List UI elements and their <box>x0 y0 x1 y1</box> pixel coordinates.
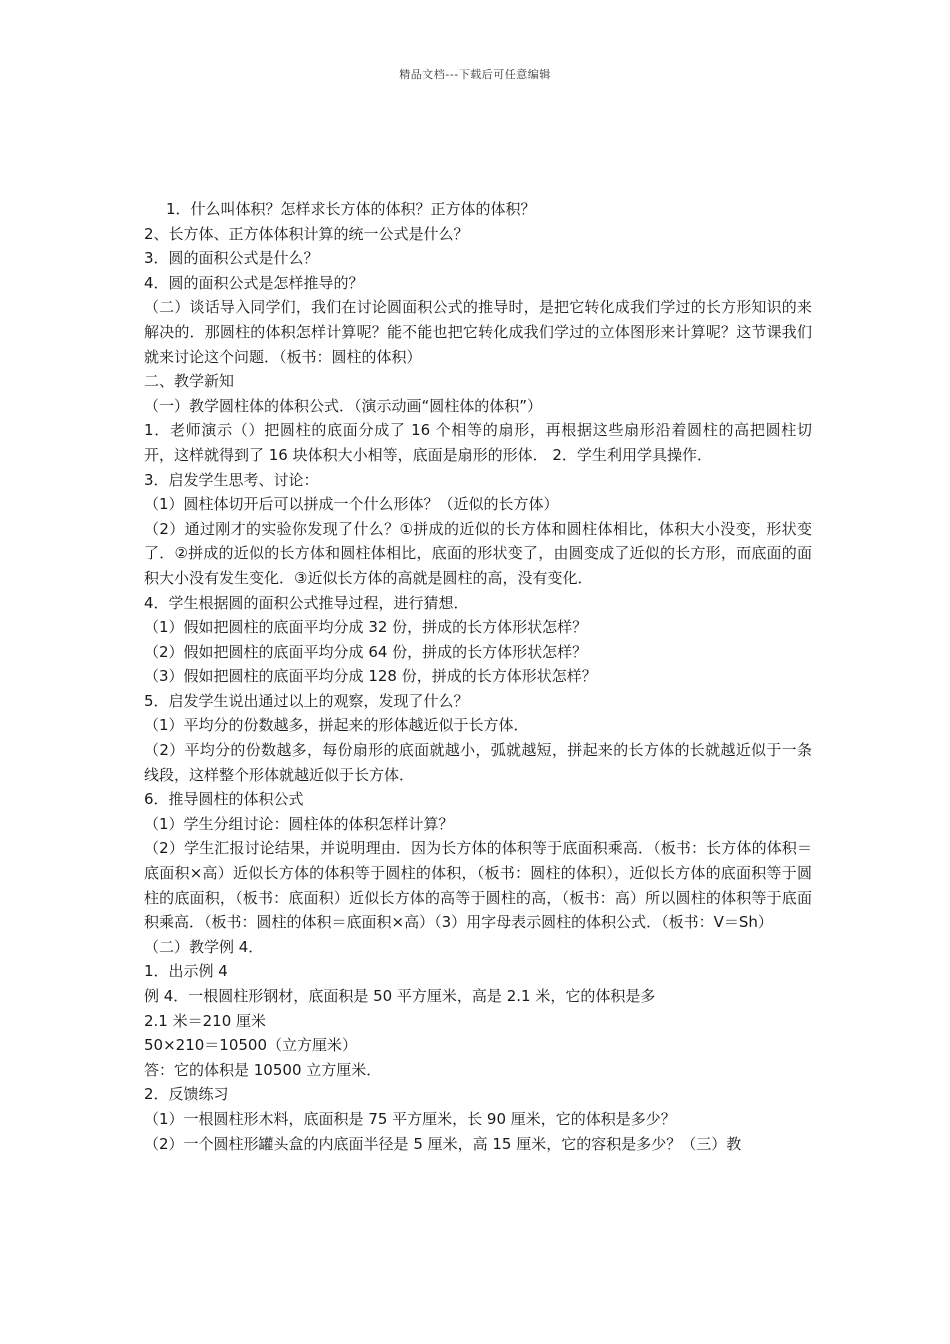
paragraph: （2）假如把圆柱的底面平均分成 64 份，拼成的长方体形状怎样？ <box>144 642 588 661</box>
paragraph: （1）圆柱体切开后可以拼成一个什么形体？（近似的长方体） <box>144 495 559 514</box>
paragraph: （3）假如把圆柱的底面平均分成 128 份，拼成的长方体形状怎样？ <box>144 667 597 686</box>
paragraph: （二）教学例 4． <box>144 937 264 956</box>
paragraph: （一）教学圆柱体的体积公式．（演示动画“圆柱体的体积”） <box>144 396 543 415</box>
paragraph: 3．圆的面积公式是什么？ <box>144 249 319 268</box>
paragraph: （二）谈话导入同学们，我们在讨论圆面积公式的推导时，是把它转化成我们学过的长方形知识的来解决的．那圆柱的体积怎样计算呢？能不能也把它转化成我们学过的立体图形来计算呢？这节课我们就来讨论这个问题．（板书：圆柱的体积） <box>144 298 812 366</box>
paragraph: 2、长方体、正方体体积计算的统一公式是什么？ <box>144 224 469 243</box>
paragraph: （1）学生分组讨论：圆柱体的体积怎样计算？ <box>144 814 454 833</box>
paragraph: 1．老师演示（）把圆柱的底面分成了 16 个相等的扇形，再根据这些扇形沿着圆柱的高把圆柱切开，这样就得到了 16 块体积大小相等，底面是扇形的形体． 2．学生利用学具操作． <box>144 421 812 464</box>
paragraph: 6．推导圆柱的体积公式 <box>144 790 304 809</box>
paragraph: 50×210＝10500（立方厘米） <box>144 1036 358 1055</box>
paragraph: （2）平均分的份数越多，每份扇形的底面就越小，弧就越短，拼起来的长方体的长就越近似于一条线段，这样整个形体就越近似于长方体． <box>144 741 812 784</box>
paragraph: 4．圆的面积公式是怎样推导的？ <box>144 273 364 292</box>
paragraph: 5．启发学生说出通过以上的观察，发现了什么？ <box>144 691 469 710</box>
paragraph: （2）一个圆柱形罐头盒的内底面半径是 5 厘米，高 15 厘米，它的容积是多少？（三）教 <box>144 1134 742 1153</box>
paragraph: 4．学生根据圆的面积公式推导过程，进行猜想． <box>144 593 469 612</box>
page-header: 精品文档---下载后可任意编辑 <box>399 68 551 81</box>
section-heading: 二、教学新知 <box>144 372 235 391</box>
paragraph: 1．出示例 4 <box>144 962 228 981</box>
paragraph: （1）一根圆柱形木料，底面积是 75 平方厘米，长 90 厘米，它的体积是多少？ <box>144 1109 676 1128</box>
paragraph: （2）学生汇报讨论结果，并说明理由．因为长方体的体积等于底面积乘高．（板书：长方体的体积＝底面积×高）近似长方体的体积等于圆柱的体积，（板书：圆柱的体积），近似长方体的底面积等于圆柱的底面积，（板书：底面积）近似长方体的高等于圆柱的高，（板书：高）所以圆柱的体积等于底面积乘高．（板书：圆柱的体积＝底面积×高）（3）用字母表示圆柱的体积公式．（板书：V＝Sh） <box>144 839 812 932</box>
paragraph: 例 4．一根圆柱形钢材，底面积是 50 平方厘米，高是 2.1 米，它的体积是多 <box>144 987 656 1005</box>
paragraph: 答：它的体积是 10500 立方厘米． <box>144 1060 382 1079</box>
paragraph: （1）平均分的份数越多，拼起来的形体越近似于长方体． <box>144 716 529 735</box>
paragraph: （2）通过刚才的实验你发现了什么？①拼成的近似的长方体和圆柱体相比，体积大小没变，形状变了．②拼成的近似的长方体和圆柱体相比，底面的形状变了，由圆变成了近似的长方形，而底面的面积大小没有发生变化．③近似长方体的高就是圆柱的高，没有变化． <box>144 519 812 587</box>
document-body <box>144 197 812 1156</box>
paragraph: 1．什么叫体积？怎样求长方体的体积？正方体的体积？ <box>166 200 536 218</box>
paragraph: 2.1 米＝210 厘米 <box>144 1011 267 1030</box>
paragraph: （1）假如把圆柱的底面平均分成 32 份，拼成的长方体形状怎样？ <box>144 618 588 637</box>
paragraph: 2．反馈练习 <box>144 1085 229 1104</box>
paragraph: 3．启发学生思考、讨论： <box>144 470 319 489</box>
